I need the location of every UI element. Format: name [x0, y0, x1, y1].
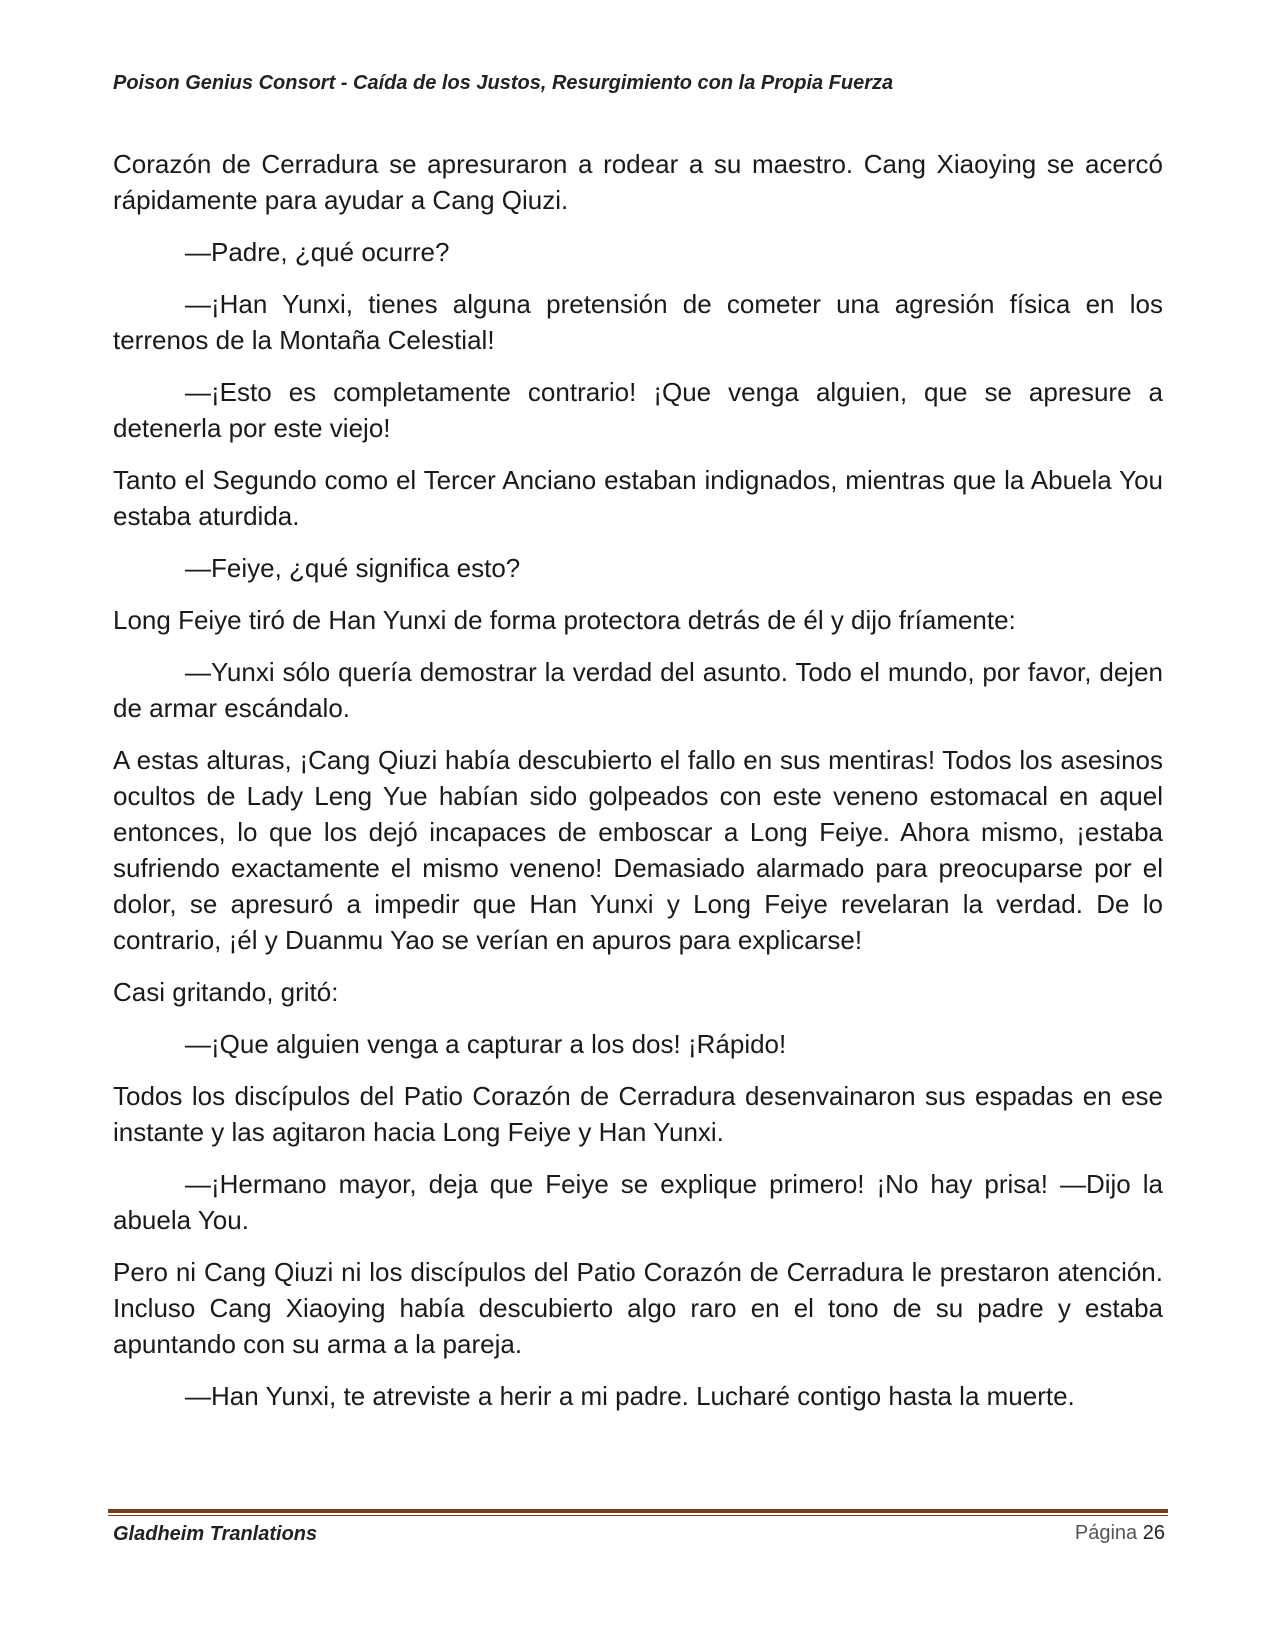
paragraph: Corazón de Cerradura se apresuraron a rodear a su maestro. Cang Xiaoying se acercó rápidamente para ayudar a Cang Qiuzi. — [113, 149, 1163, 215]
paragraph: —¡Esto es completamente contrario! ¡Que venga alguien, que se apresure a detenerla por este viejo! — [113, 377, 1163, 443]
paragraph: Tanto el Segundo como el Tercer Anciano estaban indignados, mientras que la Abuela You estaba aturdida. — [113, 465, 1163, 531]
paragraph: —Feiye, ¿qué significa esto? — [185, 553, 521, 583]
paragraph: Casi gritando, gritó: — [113, 977, 339, 1007]
footer-divider-thin — [108, 1515, 1168, 1516]
footer-divider — [108, 1509, 1168, 1516]
paragraph: —¡Han Yunxi, tienes alguna pretensión de cometer una agresión física en los terrenos de la Montaña Celestial! — [113, 289, 1163, 355]
paragraph: Pero ni Cang Qiuzi ni los discípulos del Patio Corazón de Cerradura le prestaron atención. Incluso Cang Xiaoying había descubierto algo raro en el tono de su padre y estaba apuntando con su arma a la pareja. — [113, 1257, 1163, 1359]
paragraph: —Padre, ¿qué ocurre? — [185, 237, 450, 267]
footer-divider-thick — [108, 1509, 1168, 1513]
paragraph: —¡Que alguien venga a capturar a los dos! ¡Rápido! — [185, 1029, 787, 1059]
paragraph: Todos los discípulos del Patio Corazón de Cerradura desenvainaron sus espadas en ese instante y las agitaron hacia Long Feiye y Han Yunxi. — [113, 1081, 1163, 1147]
page-header-title: Poison Genius Consort - Caída de los Justos, Resurgimiento con la Propia Fuerza — [113, 72, 894, 94]
paragraph: —Yunxi sólo quería demostrar la verdad del asunto. Todo el mundo, por favor, dejen de armar escándalo. — [113, 657, 1163, 723]
footer-page-indicator — [1075, 1522, 1165, 1545]
footer-translator: Gladheim Tranlations — [113, 1523, 318, 1545]
page-body — [113, 146, 1163, 1430]
paragraph: A estas alturas, ¡Cang Qiuzi había descubierto el fallo en sus mentiras! Todos los asesinos ocultos de Lady Leng Yue habían sido golpeados con este veneno estomacal en aquel entonces, lo que los dejó incapaces de emboscar a Long Feiye. Ahora mismo, ¡estaba sufriendo exactamente el mismo veneno! Demasiado alarmado para preocuparse por el dolor, se apresuró a impedir que Han Yunxi y Long Feiye revelaran la verdad. De lo contrario, ¡él y Duanmu Yao se verían en apuros para explicarse! — [113, 745, 1163, 955]
paragraph: Long Feiye tiró de Han Yunxi de forma protectora detrás de él y dijo fríamente: — [113, 605, 1016, 635]
footer-page-label: Página — [1074, 1522, 1138, 1544]
paragraph: —¡Hermano mayor, deja que Feiye se explique primero! ¡No hay prisa! —Dijo la abuela You. — [113, 1169, 1163, 1235]
paragraph: —Han Yunxi, te atreviste a herir a mi padre. Lucharé contigo hasta la muerte. — [185, 1381, 1075, 1411]
footer-page-number: 26 — [1142, 1522, 1165, 1544]
